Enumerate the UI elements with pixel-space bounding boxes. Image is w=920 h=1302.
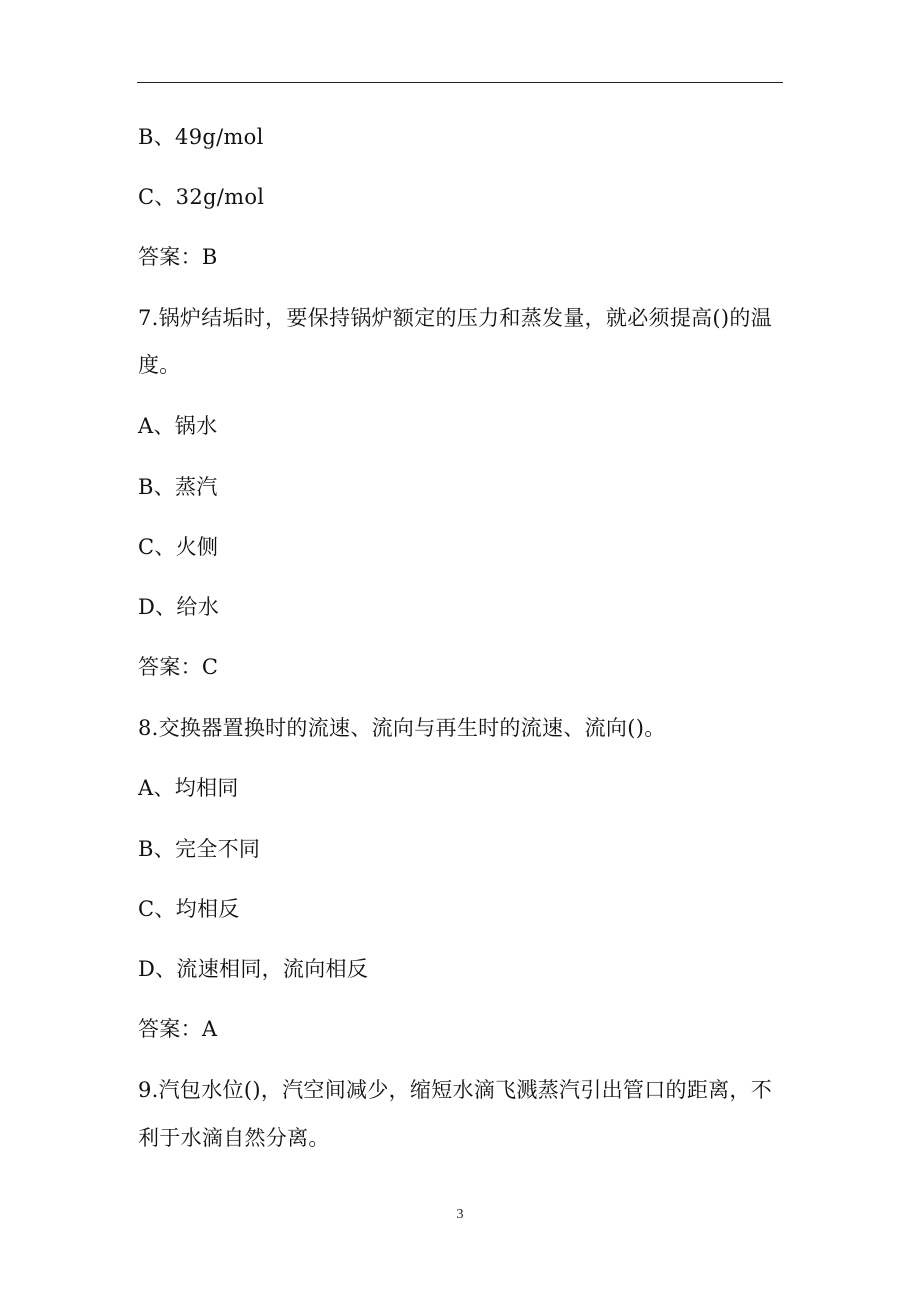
q7-question-line-1: 7.锅炉结垢时，要保持锅炉额定的压力和蒸发量，就必须提高()的温	[138, 306, 773, 330]
header-rule	[137, 82, 783, 83]
q8-option-b: B、完全不同	[138, 837, 261, 861]
q7-question-line-2: 度。	[138, 353, 181, 377]
q6-option-c: C、32g/mol	[138, 185, 265, 209]
q7-option-d: D、给水	[138, 595, 220, 619]
q6-option-b: B、49g/mol	[138, 125, 264, 149]
page-number: 3	[456, 1207, 464, 1222]
q8-option-c: C、均相反	[138, 897, 240, 921]
q9-question-line-2: 利于水滴自然分离。	[138, 1126, 330, 1150]
q7-option-b: B、蒸汽	[138, 475, 218, 499]
q7-option-c: C、火侧	[138, 535, 219, 559]
q8-question-line-1: 8.交换器置换时的流速、流向与再生时的流速、流向()。	[138, 716, 666, 740]
q8-answer: 答案：A	[138, 1017, 218, 1041]
q7-option-a: A、锅水	[138, 414, 218, 438]
q7-answer: 答案：C	[138, 655, 219, 679]
q8-option-a: A、均相同	[138, 776, 239, 800]
q9-question-line-1: 9.汽包水位()，汽空间减少，缩短水滴飞溅蒸汽引出管口的距离，不	[138, 1078, 773, 1102]
q6-answer: 答案：B	[138, 245, 218, 269]
q8-option-d: D、流速相同，流向相反	[138, 957, 369, 981]
